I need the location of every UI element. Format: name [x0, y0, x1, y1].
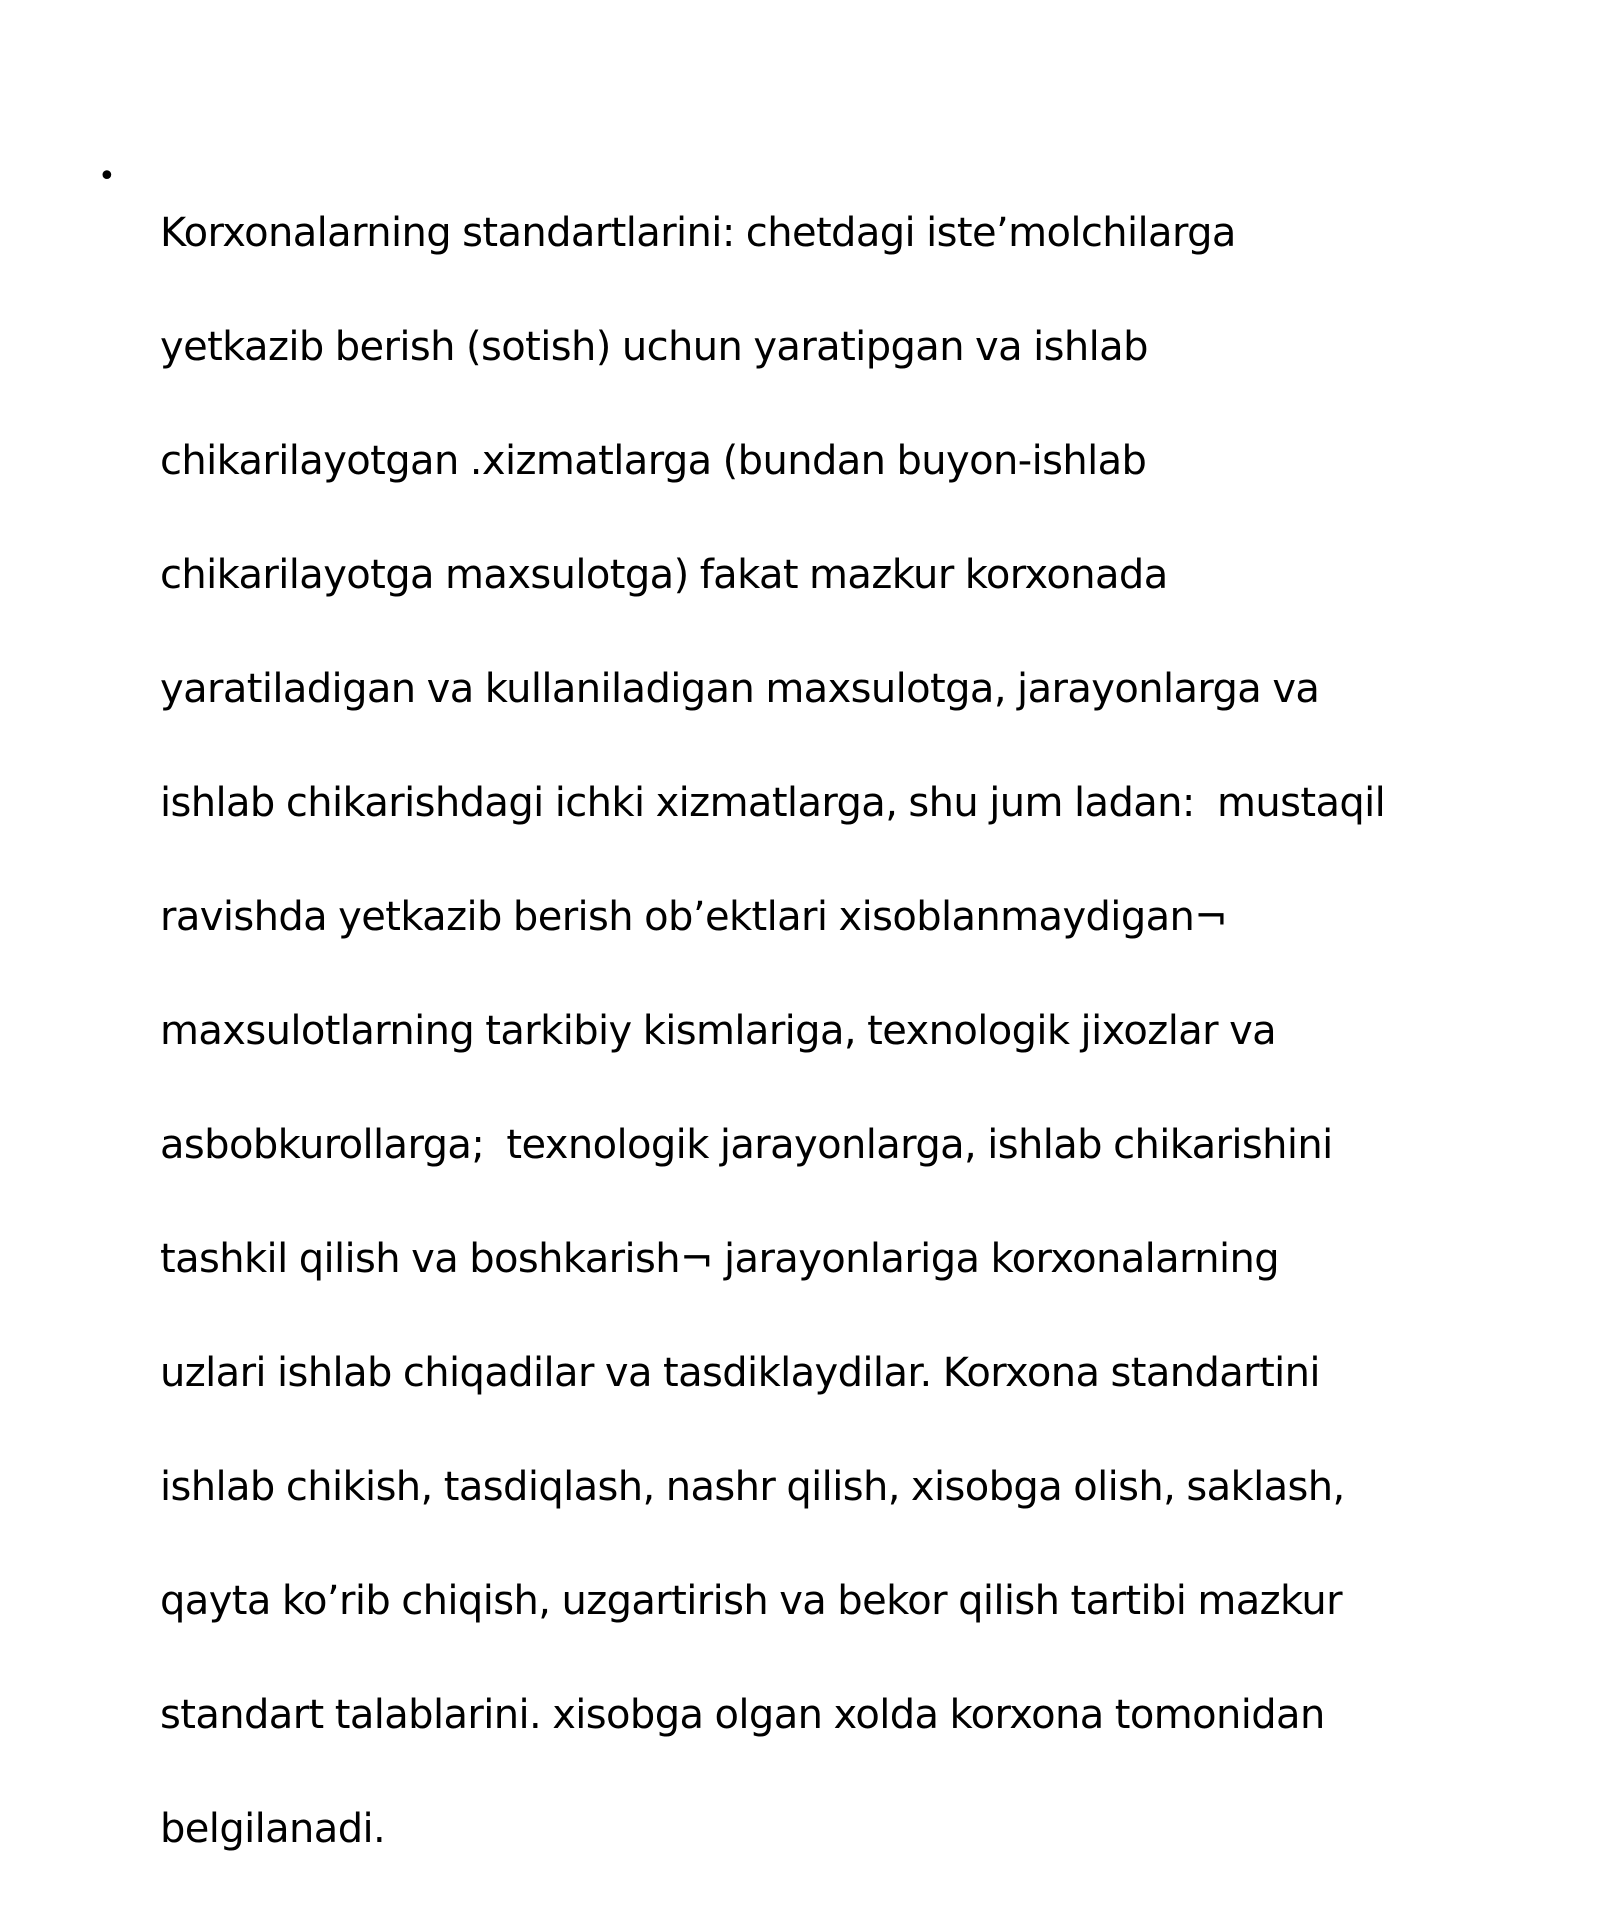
text-line: uzlari ishlab chiqadilar va tasdiklaydilar. Korxona standartini — [160, 1350, 1320, 1396]
text-line: belgilanadi. — [160, 1806, 386, 1852]
bullet-item — [96, 148, 1536, 1915]
text-line: chikarilayotgan .xizmatlarga (bundan buyon-ishlab — [160, 438, 1147, 484]
text-line: maxsulotlarning tarkibiy kismlariga, texnologik jixozlar va — [160, 1008, 1277, 1054]
text-line: chikarilayotga maxsulotga) fakat mazkur korxonada — [160, 552, 1168, 598]
text-line: tashkil qilish va boshkarish¬ jarayonlariga korxonalarning — [160, 1236, 1280, 1282]
text-line: qayta ko’rib chiqish, uzgartirish va bekor qilish tartibi mazkur — [160, 1578, 1342, 1624]
text-line: asbobkurollarga; texnologik jarayonlarga, ishlab chikarishini — [160, 1122, 1333, 1168]
text-line: ishlab chikish, tasdiqlash, nashr qilish, xisobga olish, saklash, — [160, 1464, 1345, 1510]
text-line: yaratiladigan va kullaniladigan maxsulotga, jarayonlarga va — [160, 666, 1320, 712]
bullet-paragraph — [160, 148, 1536, 1915]
text-line: ravishda yetkazib berish ob’ektlari xisoblanmaydigan¬ — [160, 894, 1228, 940]
text-line: ishlab chikarishdagi ichki xizmatlarga, shu jum ladan: mustaqil — [160, 780, 1386, 826]
bullet-icon: • — [98, 159, 116, 194]
text-line: Korxonalarning standartlarini: chetdagi iste’molchilarga — [160, 210, 1236, 256]
text-line: yetkazib berish (sotish) uchun yaratipgan va ishlab — [160, 324, 1148, 370]
text-line: standart talablarini. xisobga olgan xolda korxona tomonidan — [160, 1692, 1325, 1738]
slide-body — [96, 148, 1536, 1915]
